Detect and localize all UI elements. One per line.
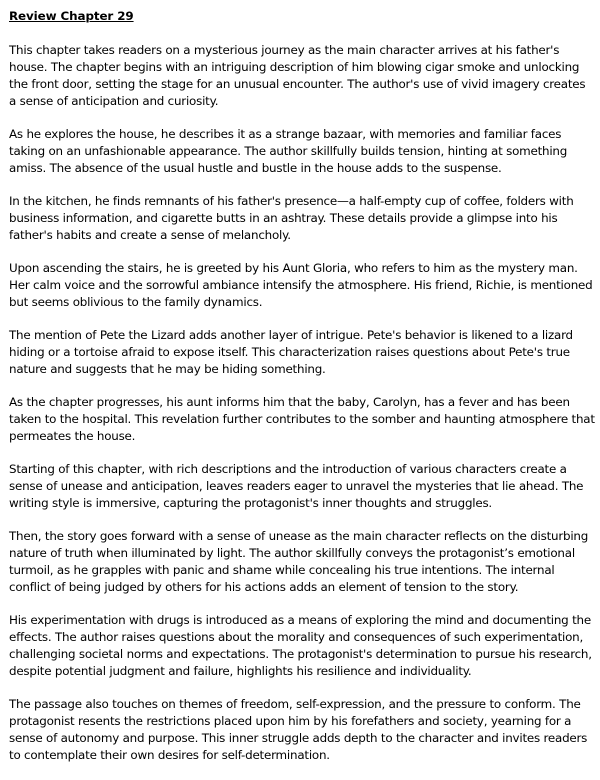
paragraph: Then, the story goes forward with a sense of unease as the main character reflects on the disturbing nature of truth when illuminated by light. The author skillfully conveys the protagonist’s emotional turmoil, as he grapples with panic and shame while concealing his true intentions. The internal conflict of being judged by others for his actions adds an element of tension to the story. [9, 529, 589, 594]
document-page [9, 8, 595, 780]
paragraph: The passage also touches on themes of freedom, self-expression, and the pressure to conform. The protagonist resents the restrictions placed upon him by his forefathers and society, yearning for a sense of autonomy and purpose. This inner struggle adds depth to the character and invites readers to contemplate their own desires for self-determination. [9, 696, 588, 762]
paragraph: His experimentation with drugs is introduced as a means of exploring the mind and documenting the effects. The author raises questions about the morality and consequences of such experimentation, challenging societal norms and expectations. The protagonist's determination to pursue his research, despite potential judgment and failure, highlights his resilience and individuality. [9, 612, 592, 678]
document-title: Review Chapter 29 [9, 9, 134, 23]
paragraph: As he explores the house, he describes it as a strange bazaar, with memories and familiar faces taking on an unfashionable appearance. The author skillfully builds tension, hinting at something amiss. The absence of the usual hustle and bustle in the house adds to the suspense. [9, 126, 568, 175]
paragraph: The mention of Pete the Lizard adds another layer of intrigue. Pete's behavior is likened to a lizard hiding or a tortoise afraid to expose itself. This characterization raises questions about Pete's true nature and suggests that he may be hiding something. [9, 327, 573, 376]
paragraph: As the chapter progresses, his aunt informs him that the baby, Carolyn, has a fever and has been taken to the hospital. This revelation further contributes to the somber and haunting atmosphere that permeates the house. [9, 394, 595, 443]
paragraph: This chapter takes readers on a mysterious journey as the main character arrives at his father's house. The chapter begins with an intriguing description of him blowing cigar smoke and unlocking the front door, setting the stage for an unusual encounter. The author's use of vivid imagery creates a sense of anticipation and curiosity. [9, 43, 586, 108]
paragraph: In the kitchen, he finds remnants of his father's presence—a half-empty cup of coffee, folders with business information, and cigarette butts in an ashtray. These details provide a glimpse into his father's habits and create a sense of melancholy. [9, 193, 574, 242]
paragraph: Starting of this chapter, with rich descriptions and the introduction of various characters create a sense of unease and anticipation, leaves readers eager to unravel the mysteries that lie ahead. The writing style is immersive, capturing the protagonist's inner thoughts and struggles. [9, 462, 584, 510]
paragraph: Upon ascending the stairs, he is greeted by his Aunt Gloria, who refers to him as the mystery man. Her calm voice and the sorrowful ambiance intensify the atmosphere. His friend, Richie, is mentioned but seems oblivious to the family dynamics. [9, 260, 593, 309]
